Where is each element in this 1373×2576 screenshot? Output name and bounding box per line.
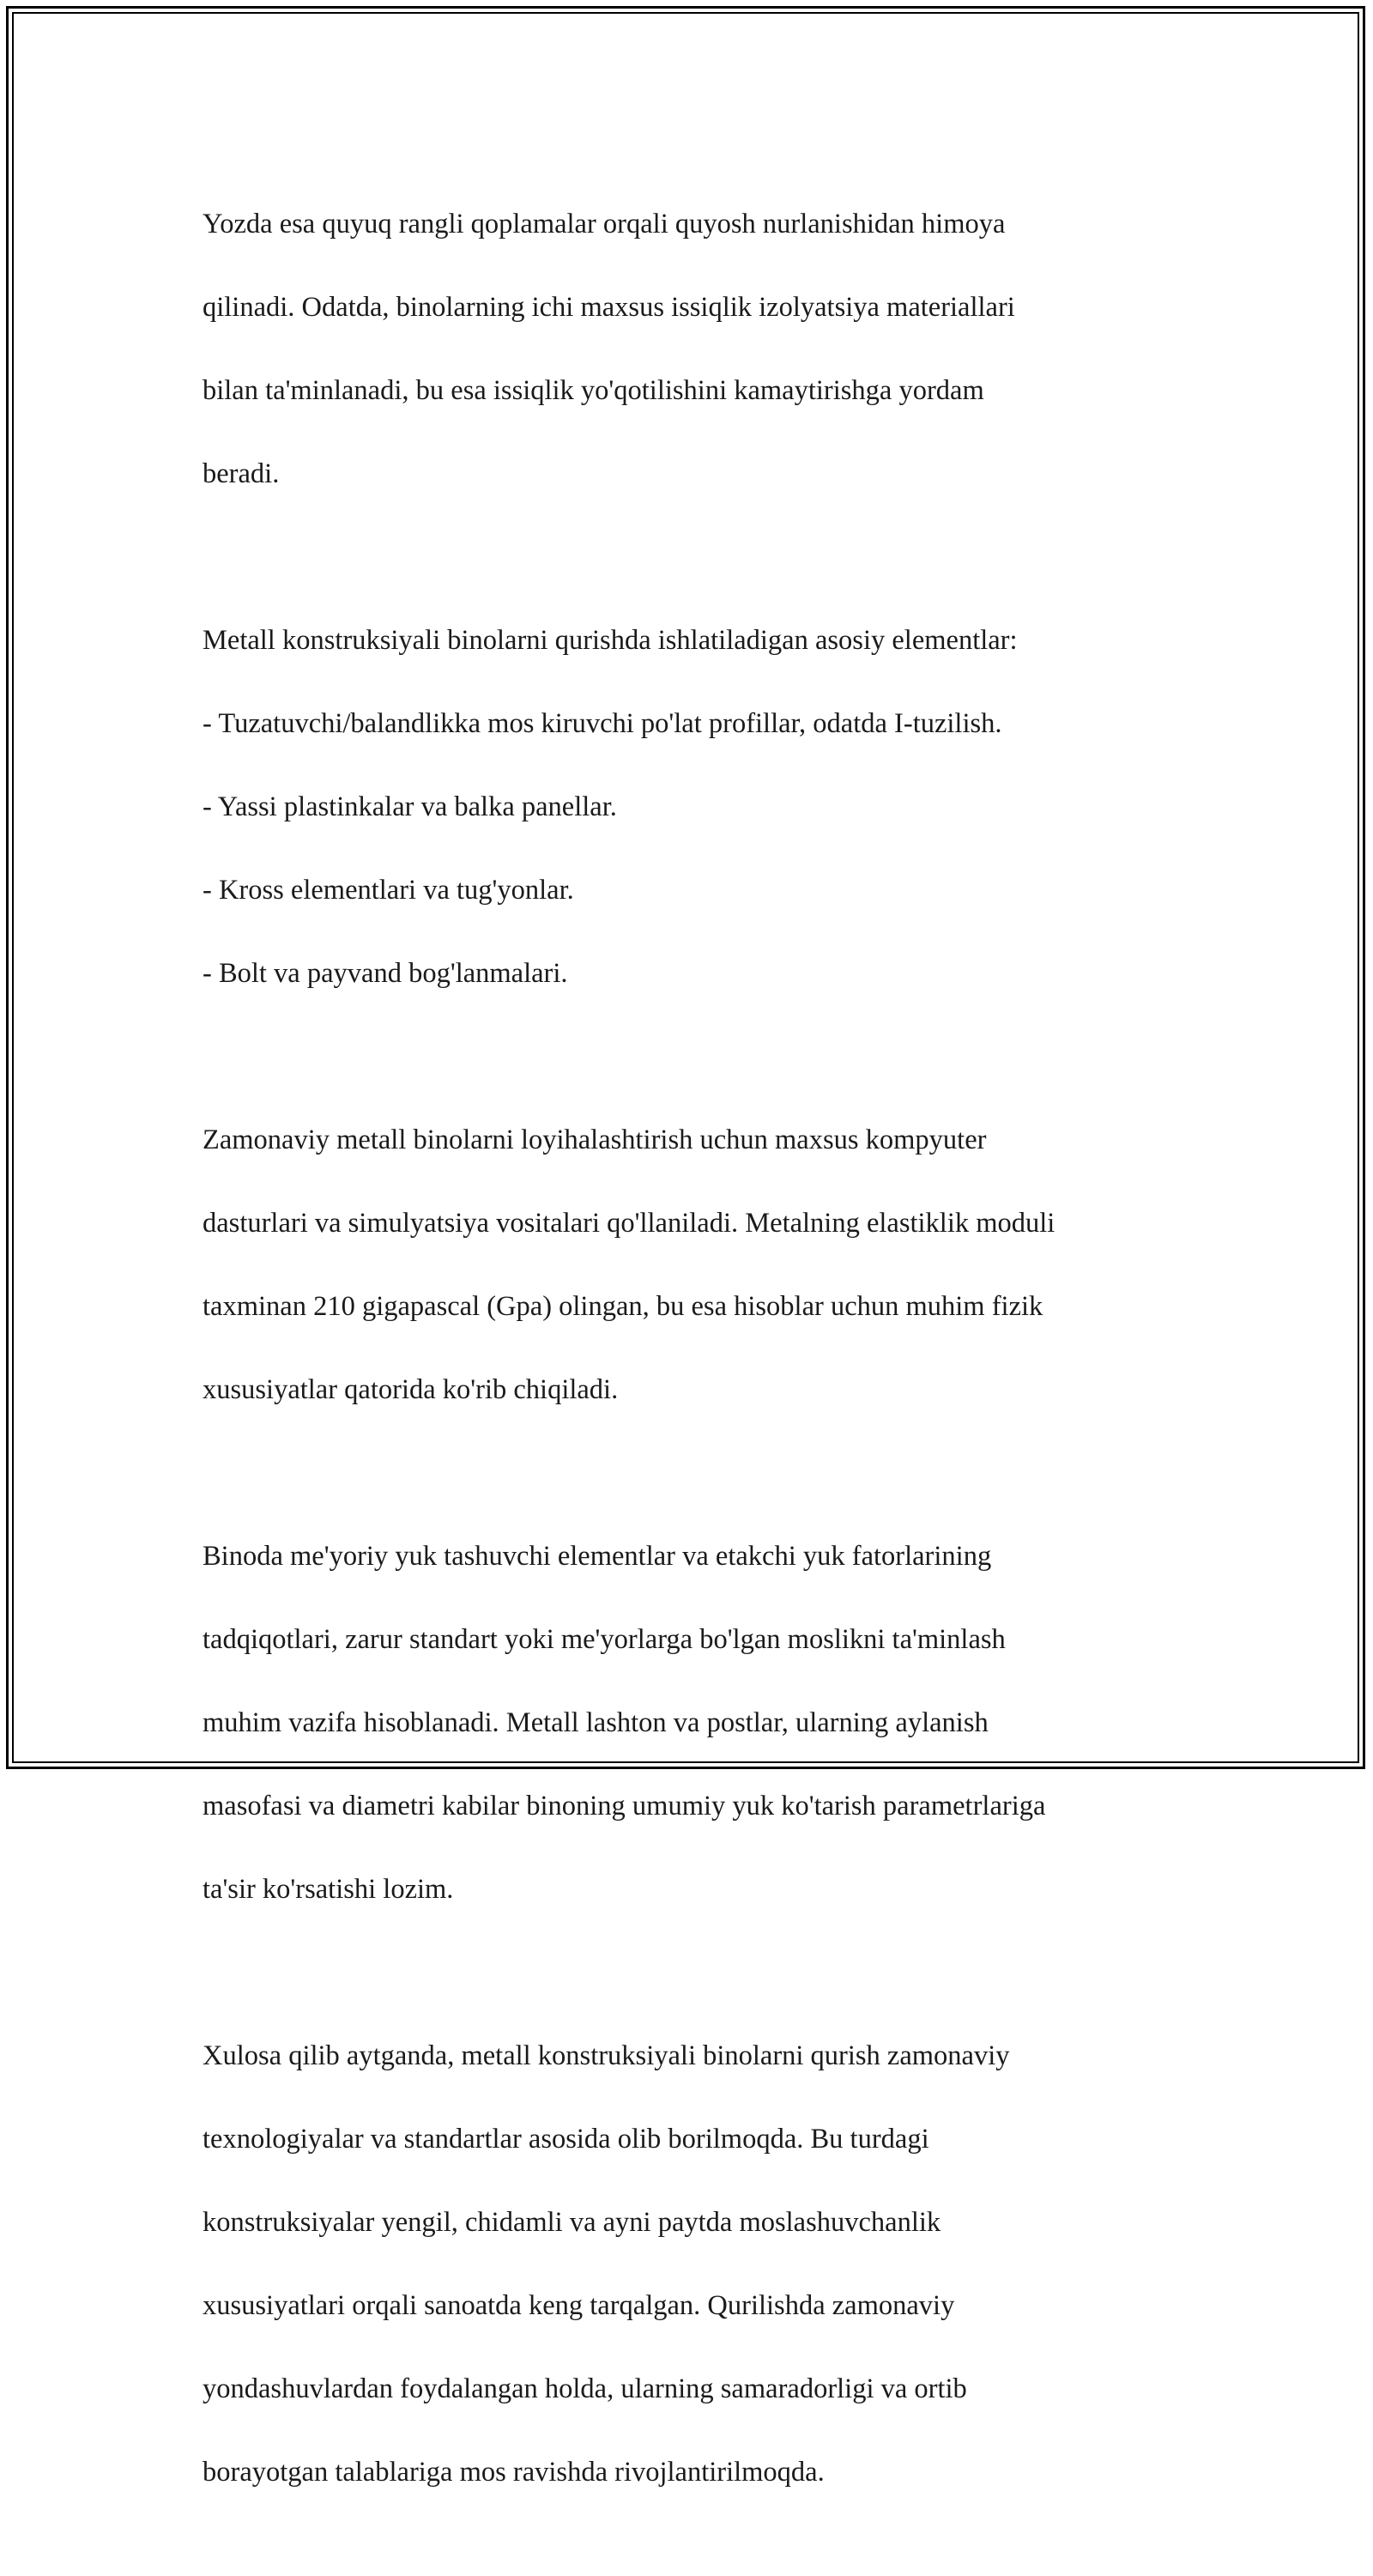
text-line: Binoda me'yoriy yuk tashuvchi elementlar va etakchi yuk fatorlarining xyxy=(203,1540,992,1572)
text-line: borayotgan talablariga mos ravishda rivojlantirilmoqda. xyxy=(203,2456,825,2488)
text-line: xususiyatlar qatorida ko'rib chiqiladi. xyxy=(203,1373,619,1405)
text-line: dasturlari va simulyatsiya vositalari qo'llaniladi. Metalning elastiklik moduli xyxy=(203,1207,1055,1239)
text-line: qilinadi. Odatda, binolarning ichi maxsus issiqlik izolyatsiya materiallari xyxy=(203,291,1015,323)
text-line: taxminan 210 gigapascal (Gpa) olingan, bu esa hisoblar uchun muhim fizik xyxy=(203,1290,1043,1322)
text-line: masofasi va diametri kabilar binoning umumiy yuk ko'tarish parametrlariga xyxy=(203,1790,1046,1821)
list-heading: Metall konstruksiyali binolarni qurishda ishlatiladigan asosiy elementlar: xyxy=(203,624,1018,656)
document-body xyxy=(203,161,1181,2576)
list-item: - Yassi plastinkalar va balka panellar. xyxy=(203,791,617,822)
text-line: muhim vazifa hisoblanadi. Metall lashton va postlar, ularning aylanish xyxy=(203,1706,989,1738)
list-item: - Tuzatuvchi/balandlikka mos kiruvchi po'lat profillar, odatda I-tuzilish. xyxy=(203,707,1002,739)
paragraph-design-software xyxy=(203,1077,1181,1452)
paragraph-climate-protection xyxy=(203,161,1181,536)
list-item: - Bolt va payvand bog'lanmalari. xyxy=(203,957,568,989)
text-line: beradi. xyxy=(203,458,280,489)
text-line: konstruksiyalar yengil, chidamli va ayni paytda moslashuvchanlik xyxy=(203,2206,941,2238)
paragraph-conclusion xyxy=(203,1993,1181,2535)
text-line: ta'sir ko'rsatishi lozim. xyxy=(203,1873,454,1905)
text-line: Zamonaviy metall binolarni loyihalashtirish uchun maxsus kompyuter xyxy=(203,1124,987,1155)
text-line: Yozda esa quyuq rangli qoplamalar orqali quyosh nurlanishidan himoya xyxy=(203,208,1006,239)
text-line: xususiyatlari orqali sanoatda keng tarqalgan. Qurilishda zamonaviy xyxy=(203,2289,955,2321)
text-line: tadqiqotlari, zarur standart yoki me'yorlarga bo'lgan moslikni ta'minlash xyxy=(203,1623,1006,1655)
list-item: - Kross elementlari va tug'yonlar. xyxy=(203,874,574,906)
text-line: texnologiyalar va standartlar asosida olib borilmoqda. Bu turdagi xyxy=(203,2123,929,2155)
paragraph-load-bearing xyxy=(203,1494,1181,1952)
text-line: Xulosa qilib aytganda, metall konstruksiyali binolarni qurish zamonaviy xyxy=(203,2040,1010,2071)
text-line: bilan ta'minlanadi, bu esa issiqlik yo'qotilishini kamaytirishga yordam xyxy=(203,374,984,406)
paragraph-main-elements-list xyxy=(203,578,1181,1036)
text-line: yondashuvlardan foydalangan holda, ularning samaradorligi va ortib xyxy=(203,2373,967,2404)
